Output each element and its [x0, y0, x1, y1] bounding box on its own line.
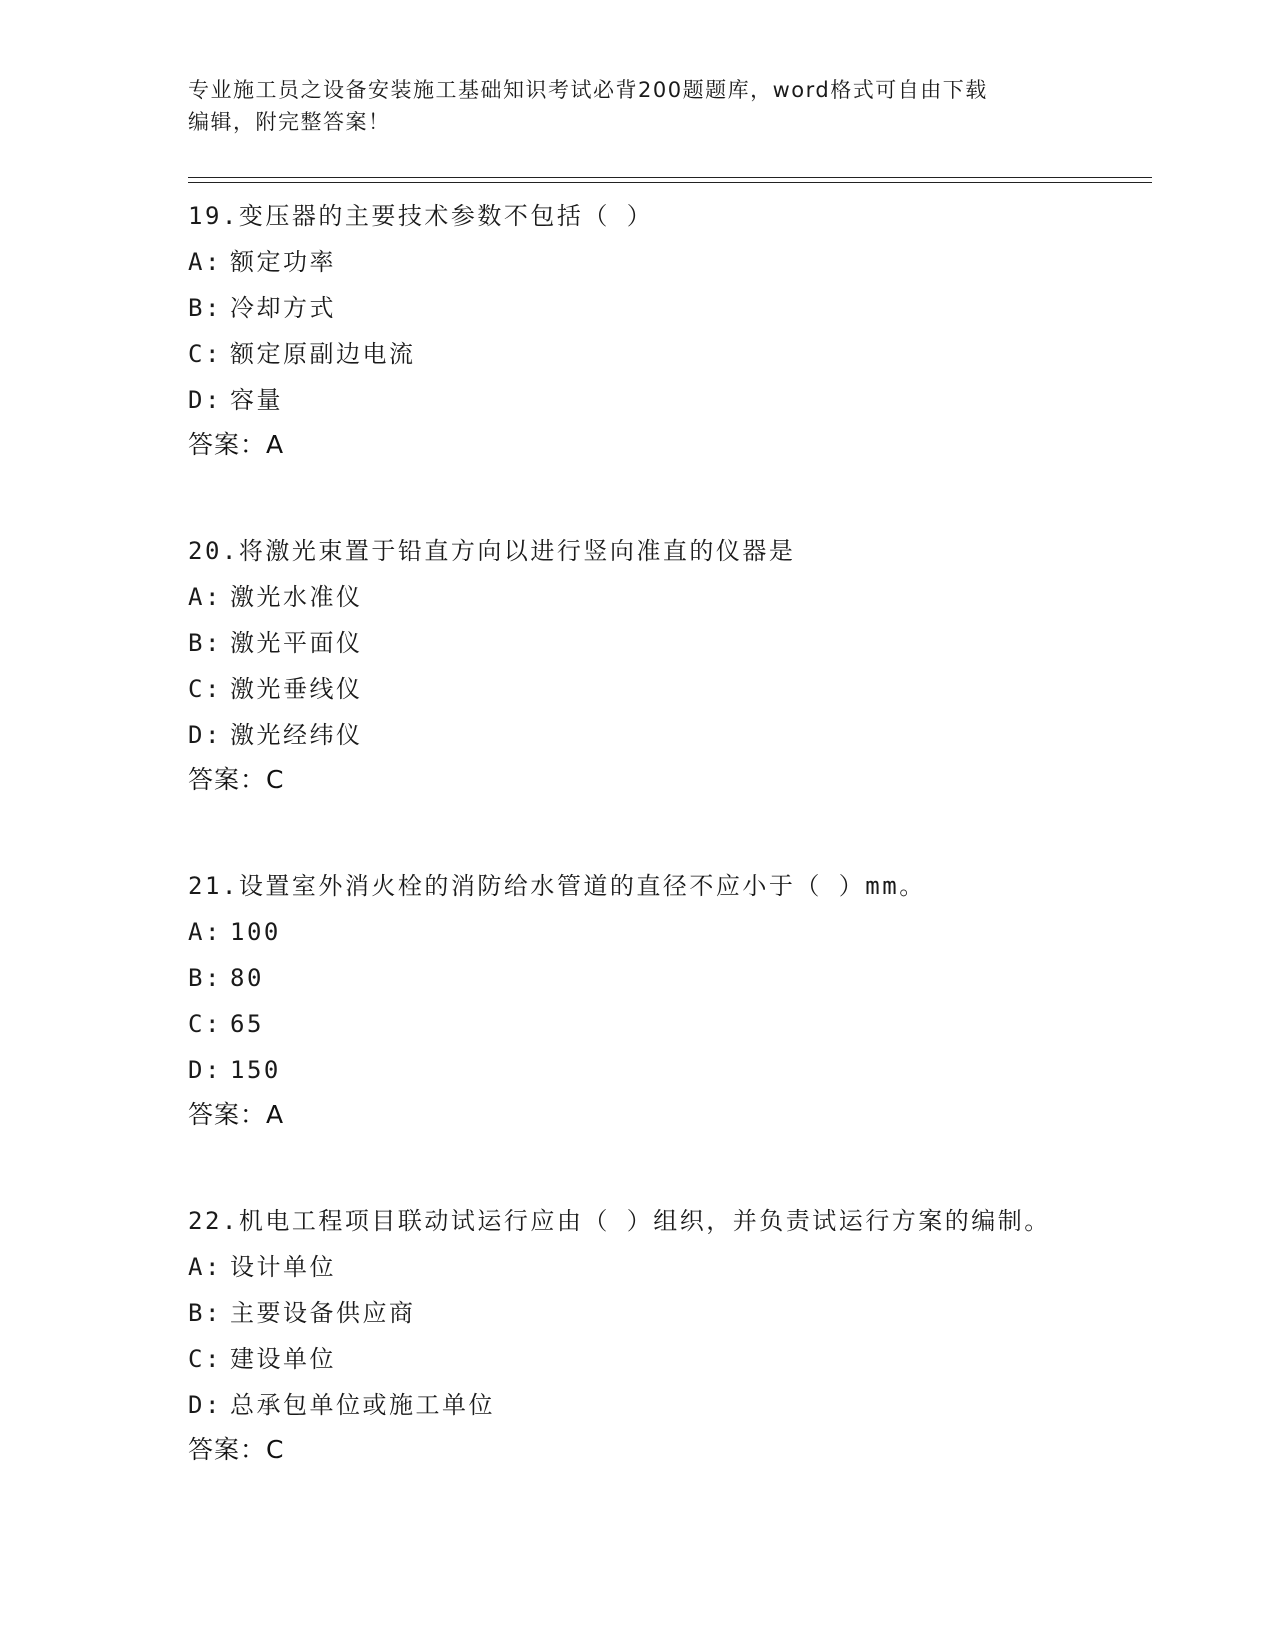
option-key: A: [188, 1253, 222, 1281]
option-b [188, 285, 1148, 331]
answer-label: 答案：A [188, 430, 285, 459]
option-a [188, 1244, 1148, 1290]
option-key: C: [188, 1345, 222, 1373]
header-title-line-2: 编辑，附完整答案！ [188, 110, 391, 134]
question-item [188, 190, 1148, 467]
header-title-line-1: 专业施工员之设备安装施工基础知识考试必背200题题库，word格式可自由下载 [188, 78, 988, 102]
option-d [188, 712, 1148, 758]
option-key: C: [188, 675, 222, 703]
option-text: 100 [230, 918, 281, 946]
option-text: 总承包单位或施工单位 [230, 1391, 495, 1419]
option-text: 80 [230, 964, 264, 992]
question-item [188, 525, 1148, 802]
option-key: C: [188, 340, 222, 368]
option-key: D: [188, 721, 222, 749]
option-a [188, 909, 1148, 955]
option-key: A: [188, 583, 222, 611]
option-text: 容量 [230, 386, 283, 414]
option-d [188, 1047, 1148, 1093]
option-a [188, 574, 1148, 620]
option-text: 额定原副边电流 [230, 340, 416, 368]
option-text: 150 [230, 1056, 281, 1084]
option-key: A: [188, 248, 222, 276]
option-b [188, 1290, 1148, 1336]
option-key: D: [188, 386, 222, 414]
option-text: 激光平面仪 [230, 629, 363, 657]
option-key: B: [188, 964, 222, 992]
option-key: D: [188, 1056, 222, 1084]
question-stem: 21.设置室外消火栓的消防给水管道的直径不应小于（ ）mm。 [188, 872, 926, 900]
option-text: 激光垂线仪 [230, 675, 363, 703]
option-key: B: [188, 294, 222, 322]
option-c [188, 1001, 1148, 1047]
option-key: B: [188, 1299, 222, 1327]
option-text: 主要设备供应商 [230, 1299, 416, 1327]
question-item [188, 1195, 1148, 1472]
question-stem: 20.将激光束置于铅直方向以进行竖向准直的仪器是 [188, 537, 796, 565]
option-d [188, 1382, 1148, 1428]
document-header [188, 74, 1088, 138]
option-c [188, 331, 1148, 377]
header-divider-top [188, 177, 1152, 178]
option-text: 65 [230, 1010, 264, 1038]
question-stem: 19.变压器的主要技术参数不包括（ ） [188, 202, 654, 230]
question-item [188, 860, 1148, 1137]
question-list [188, 190, 1148, 1530]
option-key: D: [188, 1391, 222, 1419]
answer-label: 答案：C [188, 1435, 285, 1464]
option-key: A: [188, 918, 222, 946]
option-d [188, 377, 1148, 423]
option-b [188, 955, 1148, 1001]
option-text: 设计单位 [230, 1253, 336, 1281]
question-stem: 22.机电工程项目联动试运行应由（ ）组织，并负责试运行方案的编制。 [188, 1207, 1051, 1235]
option-key: C: [188, 1010, 222, 1038]
option-key: B: [188, 629, 222, 657]
option-text: 额定功率 [230, 248, 336, 276]
option-c [188, 666, 1148, 712]
option-c [188, 1336, 1148, 1382]
header-divider-bottom [188, 182, 1152, 183]
answer-label: 答案：A [188, 1100, 285, 1129]
option-text: 冷却方式 [230, 294, 336, 322]
option-text: 激光水准仪 [230, 583, 363, 611]
option-text: 建设单位 [230, 1345, 336, 1373]
option-a [188, 239, 1148, 285]
answer-label: 答案：C [188, 765, 285, 794]
option-b [188, 620, 1148, 666]
option-text: 激光经纬仪 [230, 721, 363, 749]
